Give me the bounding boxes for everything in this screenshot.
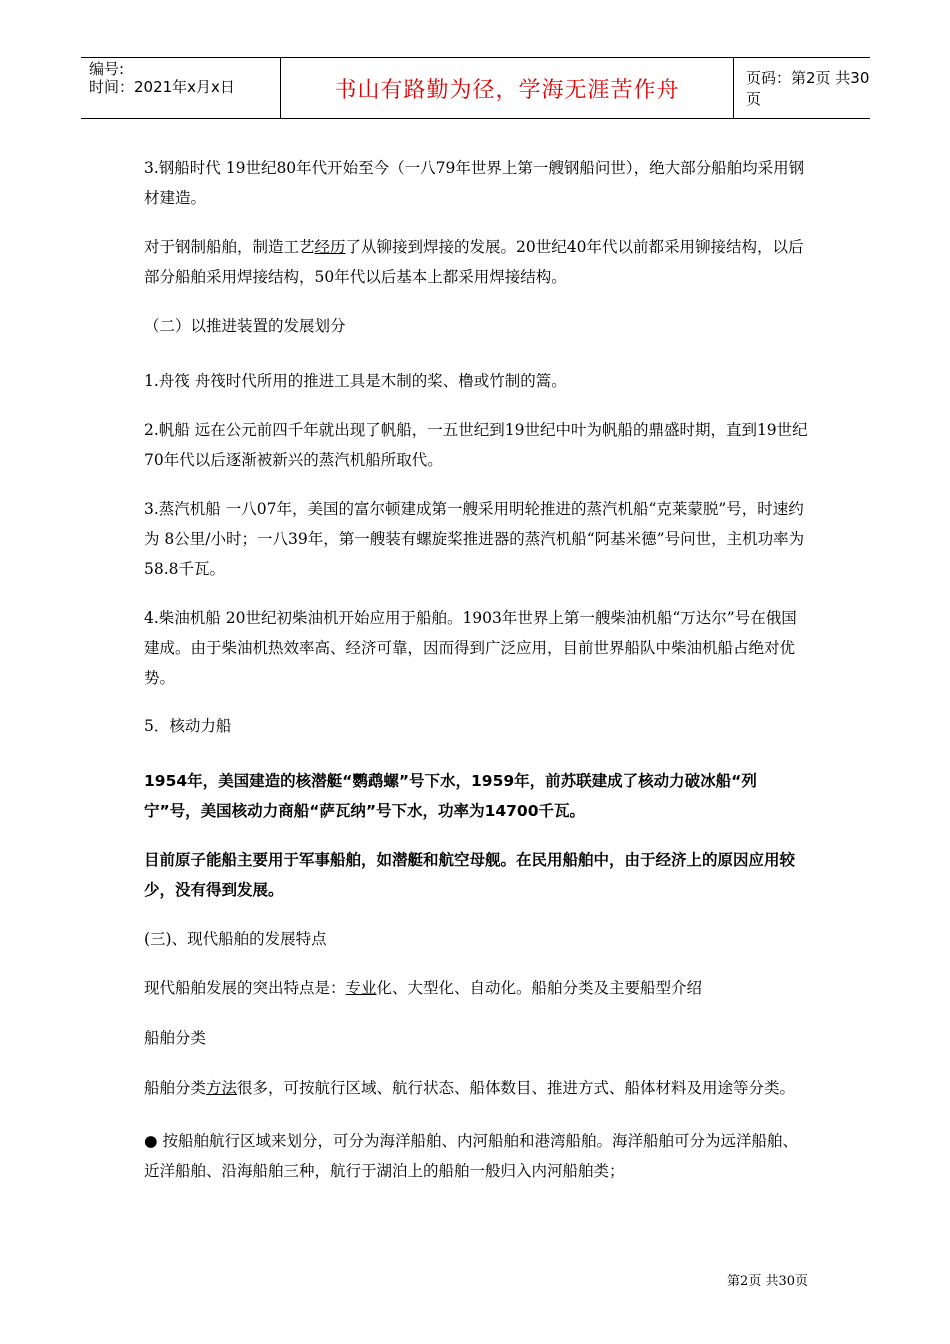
paragraph-classification-methods [144,1073,812,1103]
header-meta [81,58,280,118]
text-segment: 很多，可按航行区域、航行状态、船体数目、推进方式、船体材料及用途等分类。 [237,1079,796,1097]
text-segment: 了从铆接到焊接的发展。20世纪40年代以前都采用铆接结构，以后部分船舶采用焊接结构，50年代以后基本上都采用焊接结构。 [144,238,804,286]
link-method[interactable]: 方法 [206,1079,238,1097]
section-heading-modern: (三)、现代船舶的发展特点 [144,930,327,948]
paragraph-nuclear-usage: 目前原子能船主要用于军事船舶，如潜艇和航空母舰。在民用船舶中，由于经济上的原因应用较少，没有得到发展。 [144,851,796,899]
doc-time-label: 时间：2021年x月x日 [89,78,235,96]
text-segment: 现代船舶发展的突出特点是： [144,979,346,997]
heading-nuclear: 5．核动力船 [144,717,232,735]
paragraph-steamship: 3.蒸汽机船 一八07年，美国的富尔顿建成第一艘采用明轮推进的蒸汽机船“克莱蒙脱”号，时速约为 8公里/小时；一八39年，第一艘装有螺旋桨推进器的蒸汽机船“阿基米德”号问世，主机功率为58.8千瓦。 [144,500,805,578]
page-footer: 第2页 共30页 [727,1274,808,1289]
paragraph-diesel: 4.柴油机船 20世纪初柴油机开始应用于船舶。1903年世界上第一艘柴油机船“万达尔”号在俄国建成。由于柴油机热效率高、经济可靠，因而得到广泛应用，目前世界船队中柴油机船占绝对优势。 [144,609,797,687]
paragraph-steel-era: 3.钢船时代 19世纪80年代开始至今（一八79年世界上第一艘钢船问世），绝大部分船舶均采用钢材建造。 [144,159,805,207]
paragraph-raft: 1.舟筏 舟筏时代所用的推进工具是木制的桨、橹或竹制的篙。 [144,372,567,390]
header-page-code: 页码：第2页 共30页 [746,69,870,108]
header-motto: 书山有路勤为径，学海无涯苦作舟 [280,58,734,118]
paragraph-navigation-area: ● 按船舶航行区域来划分，可分为海洋船舶、内河船舶和港湾船舶。海洋船舶可分为远洋船舶、近洋船舶、沿海船舶三种，航行于湖泊上的船舶一般归入内河船舶类； [144,1132,798,1180]
page-header [81,57,870,119]
heading-classification: 船舶分类 [144,1029,207,1047]
doc-number-label: 编号: [89,60,125,78]
paragraph-nuclear-history: 1954年，美国建造的核潜艇“鹦鹉螺”号下水，1959年，前苏联建成了核动力破冰船“列宁”号，美国核动力商船“萨瓦纳”号下水，功率为14700千瓦。 [144,772,757,820]
text-segment: 船舶分类 [144,1079,207,1097]
paragraph-sailboat: 2.帆船 远在公元前四千年就出现了帆船，一五世纪到19世纪中叶为帆船的鼎盛时期，直到19世纪70年代以后逐渐被新兴的蒸汽机船所取代。 [144,421,808,469]
paragraph-steel-process [144,232,812,292]
link-specialization[interactable]: 专业 [345,979,377,997]
link-experience[interactable]: 经历 [314,238,346,256]
section-heading-propulsion: （二）以推进装置的发展划分 [144,317,346,335]
paragraph-modern-features [144,973,812,1003]
text-segment: 对于钢制船舶，制造工艺 [144,238,315,256]
text-segment: 化、大型化、自动化。船舶分类及主要船型介绍 [376,979,703,997]
